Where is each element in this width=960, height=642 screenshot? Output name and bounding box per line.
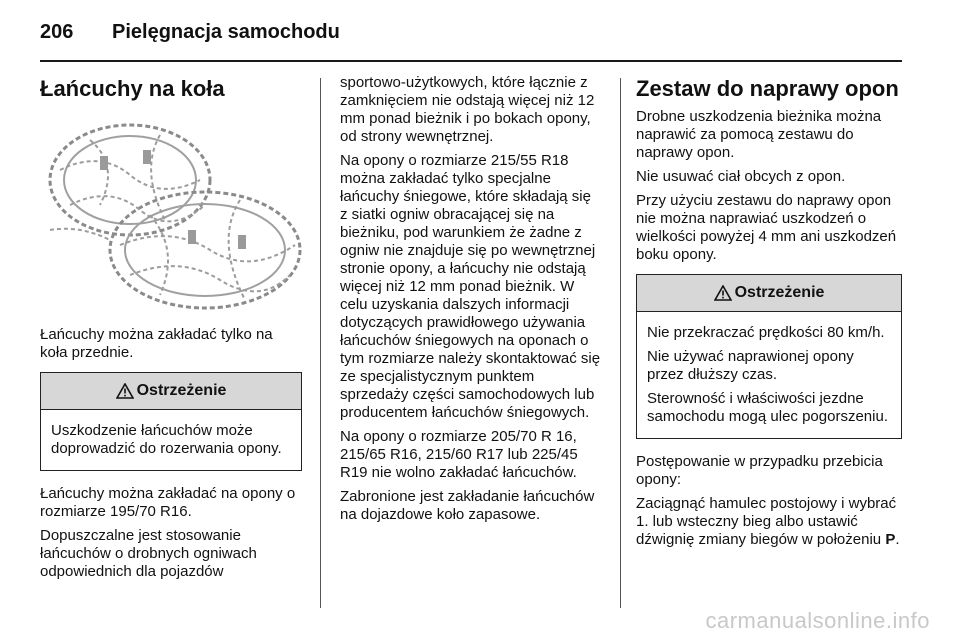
warning-box	[40, 372, 302, 471]
warning-triangle-icon	[714, 285, 732, 301]
paragraph: Nie usuwać ciał obcych z opon.	[636, 168, 846, 185]
section-heading-snow-chains: Łańcuchy na koła	[40, 76, 225, 101]
paragraph: Łańcuchy można zakładać tylko na koła przednie.	[40, 326, 273, 361]
left-column	[40, 62, 302, 587]
column-divider	[620, 78, 621, 608]
warning-header	[41, 373, 301, 410]
paragraph: Na opony o rozmiarze 215/55 R18 można zakładać tylko specjalne łańcuchy śniegowe, które składają się z siatki ogniw obracającej się na bieżniku, pod warunkiem że żadne z ogniw nie znajduje się po wewnętrznej stronie opony, a łańcuchy nie odstają więcej niż 12 mm ponad bieżnik. W celu uzyskania dalszych informacji dotyczących prawidłowego używania łańcuchów śniegowych na oponach o tym rozmiarze należy skontaktować się ze specjalistycznym punktem sprzedaży części samochodowych lub producentem łańcuchów śniegowych.	[340, 152, 601, 421]
paragraph: Dopuszczalne jest stosowanie łańcuchów o drobnych ogniwach odpowiednich dla pojazdów	[40, 527, 257, 580]
running-title: Pielęgnacja samochodu	[112, 20, 340, 43]
snow-chain-illustration	[40, 110, 302, 320]
paragraph: Na opony o rozmiarze 205/70 R 16, 215/65 R16, 215/60 R17 lub 225/45 R19 nie wolno zakładać łańcuchów.	[340, 428, 578, 481]
page-header	[40, 8, 900, 56]
paragraph-text: .	[895, 531, 900, 548]
column-divider	[320, 78, 321, 608]
right-column	[636, 62, 902, 555]
paragraph: Drobne uszkodzenia bieżnika można naprawić za pomocą zestawu do naprawy opon.	[636, 108, 882, 161]
paragraph: Przy użyciu zestawu do naprawy opon nie można naprawiać uszkodzeń o wielkości powyżej 4 mm ani uszkodzeń boku opony.	[636, 192, 897, 263]
page-number: 206	[40, 20, 74, 43]
warning-header	[637, 275, 901, 312]
warning-triangle-icon	[116, 383, 134, 399]
watermark: carmanualsonline.info	[705, 608, 930, 633]
paragraph: Postępowanie w przypadku przebicia opony:	[636, 453, 883, 488]
warning-text: Uszkodzenie łańcuchów może doprowadzić do rozerwania opony.	[51, 422, 282, 457]
warning-title: Ostrzeżenie	[136, 382, 227, 399]
middle-column	[340, 62, 602, 530]
warning-title: Ostrzeżenie	[734, 284, 825, 301]
paragraph: Zabronione jest zakładanie łańcuchów na dojazdowe koło zapasowe.	[340, 488, 595, 523]
warning-box	[636, 274, 902, 439]
paragraph: sportowo-użytkowych, które łącznie z zamknięciem nie odstają więcej niż 12 mm ponad bieżnik i po bokach opony, od strony wewnętrznej.	[340, 74, 595, 145]
section-heading-tyre-repair-kit: Zestaw do naprawy opon	[636, 76, 899, 101]
paragraph	[636, 495, 902, 549]
warning-text: Nie używać naprawionej opony przez dłuższy czas.	[647, 348, 854, 383]
paragraph-text: Zaciągnąć hamulec postojowy i wybrać 1. lub wsteczny bieg albo ustawić dźwignię zmiany biegów w położeniu	[636, 495, 897, 548]
warning-text: Sterowność i właściwości jezdne samochodu mogą ulec pogorszeniu.	[647, 390, 888, 425]
paragraph: Łańcuchy można zakładać na opony o rozmiarze 195/70 R16.	[40, 485, 296, 520]
gear-position-p: P	[885, 531, 896, 548]
warning-text: Nie przekraczać prędkości 80 km/h.	[647, 324, 885, 341]
